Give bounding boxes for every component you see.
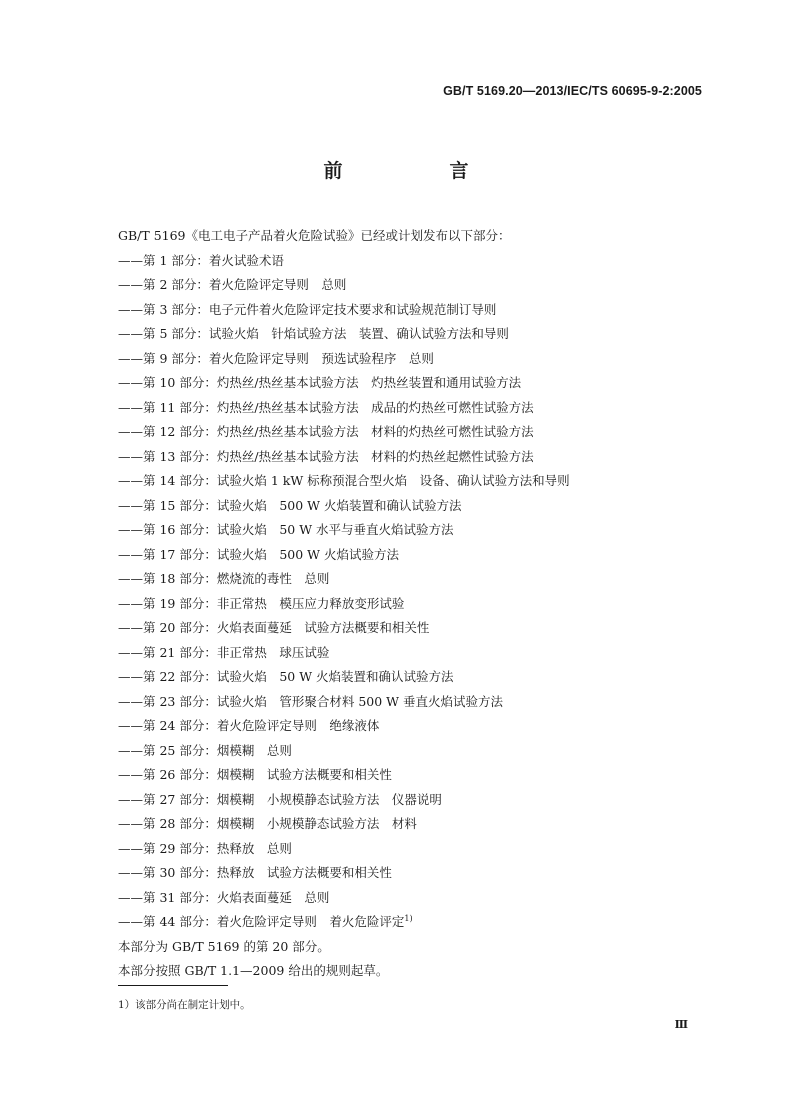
footnote-rule	[118, 985, 228, 986]
list-item: ——第 31 部分：火焰表面蔓延 总则	[118, 889, 330, 905]
list-item: ——第 12 部分：灼热丝/热丝基本试验方法 材料的灼热丝可燃性试验方法	[118, 424, 534, 439]
list-item: ——第 25 部分：烟模糊 总则	[118, 742, 292, 758]
list-item: ——第 9 部分：着火危险评定导则 预选试验程序 总则	[118, 350, 434, 366]
list-item: ——第 5 部分：试验火焰 针焰试验方法 装置、确认试验方法和导则	[118, 326, 509, 341]
list-item: ——第 30 部分：热释放 试验方法概要和相关性	[118, 865, 392, 880]
list-item: ——第 20 部分：火焰表面蔓延 试验方法概要和相关性	[118, 620, 430, 635]
list-item: ——第 13 部分：灼热丝/热丝基本试验方法 材料的灼热丝起燃性试验方法	[118, 448, 534, 464]
list-item: ——第 2 部分：着火危险评定导则 总则	[118, 277, 347, 292]
list-item: ——第 15 部分：试验火焰 500 W 火焰装置和确认试验方法	[118, 497, 462, 513]
footnote-ref: 1)	[404, 914, 413, 923]
list-item: ——第 21 部分：非正常热 球压试验	[118, 644, 330, 660]
body-text	[118, 224, 718, 984]
list-item: ——第 11 部分：灼热丝/热丝基本试验方法 成品的灼热丝可燃性试验方法	[118, 399, 534, 415]
list-item: ——第 28 部分：烟模糊 小规模静态试验方法 材料	[118, 816, 417, 831]
page-number: Ⅲ	[674, 1018, 688, 1031]
list-item: ——第 19 部分：非正常热 模压应力释放变形试验	[118, 595, 405, 611]
footnote: 1）该部分尚在制定计划中。	[118, 999, 251, 1011]
closing-line: 本部分为 GB/T 5169 的第 20 部分。	[118, 938, 330, 954]
list-item: ——第 17 部分：试验火焰 500 W 火焰试验方法	[118, 546, 400, 562]
list-item: ——第 29 部分：热释放 总则	[118, 840, 292, 856]
standard-code: GB/T 5169.20—2013/IEC/TS 60695-9-2:2005	[443, 84, 702, 98]
list-item: ——第 23 部分：试验火焰 管形聚合材料 500 W 垂直火焰试验方法	[118, 693, 503, 709]
list-item: ——第 14 部分：试验火焰 1 kW 标称预混合型火焰 设备、确认试验方法和导则	[118, 473, 570, 488]
list-item	[118, 910, 718, 935]
list-item: ——第 3 部分：电子元件着火危险评定技术要求和试验规范制订导则	[118, 301, 497, 317]
list-item: ——第 16 部分：试验火焰 50 W 水平与垂直火焰试验方法	[118, 522, 454, 537]
list-item: ——第 27 部分：烟模糊 小规模静态试验方法 仪器说明	[118, 791, 442, 807]
list-item: ——第 10 部分：灼热丝/热丝基本试验方法 灼热丝装置和通用试验方法	[118, 375, 522, 390]
list-item: ——第 24 部分：着火危险评定导则 绝缘液体	[118, 718, 380, 733]
page-title: 前 言	[323, 160, 513, 182]
list-item: ——第 22 部分：试验火焰 50 W 火焰装置和确认试验方法	[118, 669, 454, 684]
list-item: ——第 1 部分：着火试验术语	[118, 252, 284, 268]
list-item: ——第 18 部分：燃烧流的毒性 总则	[118, 571, 330, 586]
closing-line: 本部分按照 GB/T 1.1—2009 给出的规则起草。	[118, 963, 389, 978]
list-item-text: ——第 44 部分：着火危险评定导则 着火危险评定	[118, 914, 405, 929]
list-item: ——第 26 部分：烟模糊 试验方法概要和相关性	[118, 767, 392, 782]
intro-line: GB/T 5169《电工电子产品着火危险试验》已经或计划发布以下部分：	[118, 228, 511, 243]
